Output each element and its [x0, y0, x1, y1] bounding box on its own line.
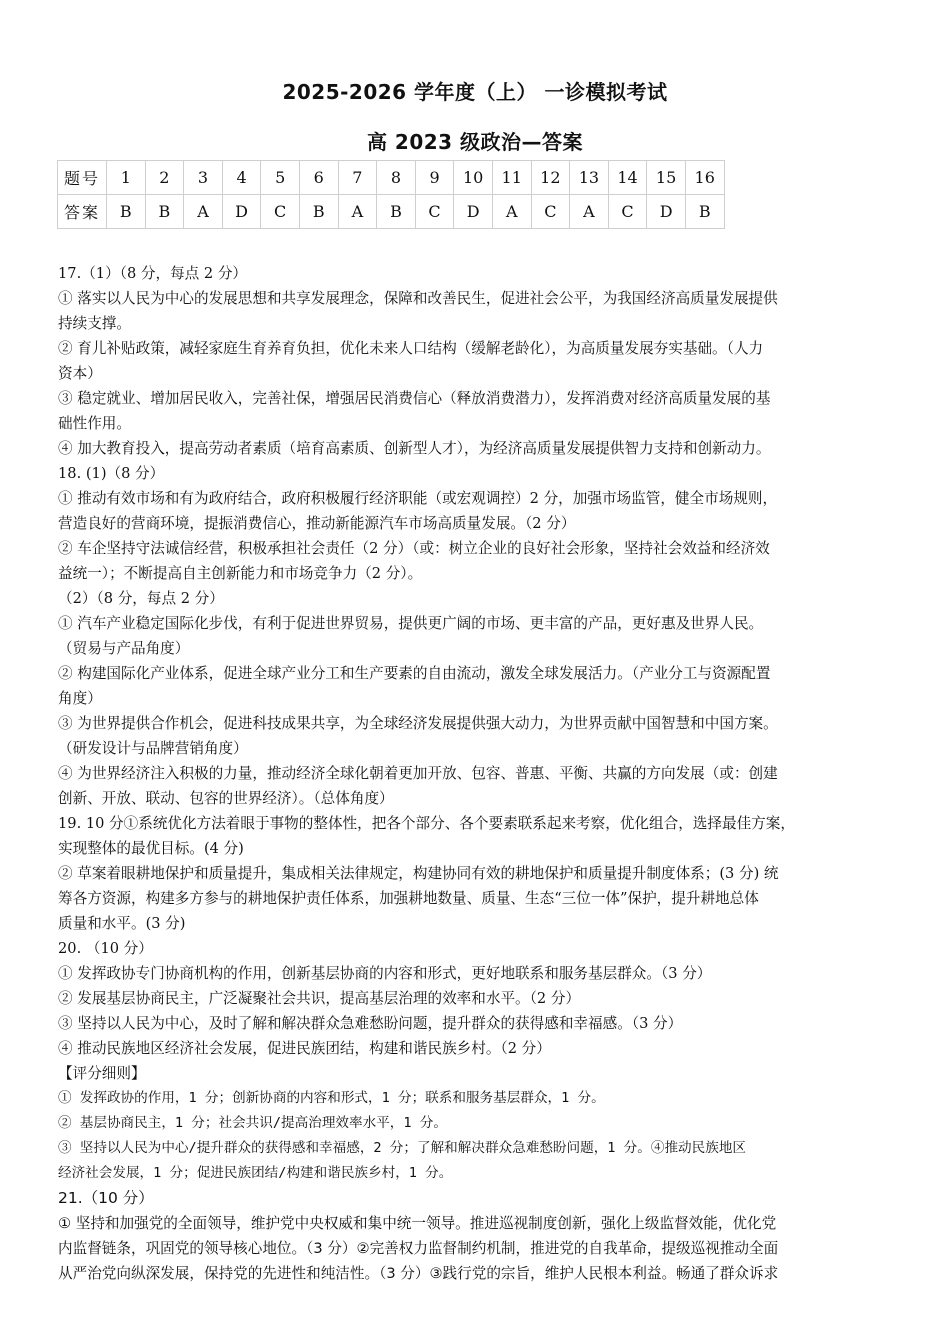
- answer-table: [57, 160, 725, 229]
- text-line: ① 推动有效市场和有为政府结合，政府积极履行经济职能（或宏观调控）2 分，加强市场监管，健全市场规则，: [58, 490, 778, 507]
- text-line: ① 坚持和加强党的全面领导，维护党中央权威和集中统一领导。推进巡视制度创新，强化上级监督效能，优化党: [58, 1215, 777, 1232]
- text-line: ④ 推动民族地区经济社会发展，促进民族团结，构建和谐民族乡村。（2 分）: [58, 1040, 551, 1057]
- text-line: 持续支撑。: [58, 315, 131, 332]
- answer-cell: C: [531, 195, 570, 229]
- answer-explanations: [58, 261, 908, 1286]
- text-line: ④ 为世界经济注入积极的力量，推动经济全球化朝着更加开放、包容、普惠、平衡、共赢的方向发展（或：创建: [58, 765, 778, 782]
- answer-cell: B: [685, 195, 724, 229]
- answer-cell: B: [107, 195, 146, 229]
- text-line: 内监督链条，巩固党的领导核心地位。（3 分）②完善权力监督制约机制，推进党的自我革命，提级巡视推动全面: [58, 1240, 779, 1257]
- answer-cell: B: [299, 195, 338, 229]
- question-number: 4: [222, 161, 261, 195]
- answer-cell: C: [608, 195, 647, 229]
- scoring-line: ① 发挥政协的作用，1 分；创新协商的内容和形式，1 分；联系和服务基层群众，1 分。: [58, 1090, 605, 1106]
- answer-cell: D: [222, 195, 261, 229]
- question-number: 16: [685, 161, 724, 195]
- question-number: 15: [647, 161, 686, 195]
- scoring-line: ② 基层协商民主，1 分；社会共识/提高治理效率水平，1 分。: [58, 1115, 447, 1131]
- answer-cell: A: [492, 195, 531, 229]
- text-line: ① 发挥政协专门协商机构的作用，创新基层协商的内容和形式，更好地联系和服务基层群众。（3 分）: [58, 965, 712, 982]
- text-line: ① 汽车产业稳定国际化步伐，有利于促进世界贸易，提供更广阔的市场、更丰富的产品，更好惠及世界人民。: [58, 615, 764, 632]
- text-line: 础性作用。: [58, 415, 131, 432]
- answer-cell: D: [647, 195, 686, 229]
- question-number: 11: [492, 161, 531, 195]
- question-number: 14: [608, 161, 647, 195]
- question-number: 10: [454, 161, 493, 195]
- q20-heading: 20. （10 分）: [58, 940, 153, 957]
- question-number: 7: [338, 161, 377, 195]
- q17-heading: 17.（1）（8 分，每点 2 分）: [58, 265, 248, 282]
- text-line: 实现整体的最优目标。(4 分): [58, 840, 244, 857]
- text-line: ③ 坚持以人民为中心，及时了解和解决群众急难愁盼问题，提升群众的获得感和幸福感。（3 分）: [58, 1015, 683, 1032]
- text-line: 角度）: [58, 690, 102, 707]
- scoring-rules-heading: 【评分细则】: [58, 1065, 146, 1082]
- answer-cell: B: [145, 195, 184, 229]
- text-line: 营造良好的营商环境，提振消费信心，推动新能源汽车市场高质量发展。（2 分）: [58, 515, 576, 532]
- text-line: ③ 为世界提供合作机会，促进科技成果共享，为全球经济发展提供强大动力，为世界贡献中国智慧和中国方案。: [58, 715, 778, 732]
- question-number: 1: [107, 161, 146, 195]
- text-line: ② 育儿补贴政策，减轻家庭生育养育负担，优化未来人口结构（缓解老龄化），为高质量发展夯实基础。（人力: [58, 340, 764, 357]
- text-line: ④ 加大教育投入，提高劳动者素质（培育高素质、创新型人才），为经济高质量发展提供智力支持和创新动力。: [58, 440, 771, 457]
- question-number: 12: [531, 161, 570, 195]
- q18-part2-heading: （2）（8 分，每点 2 分）: [58, 590, 224, 607]
- text-line: ② 构建国际化产业体系，促进全球产业分工和生产要素的自由流动，激发全球发展活力。（产业分工与资源配置: [58, 665, 771, 682]
- question-number: 8: [377, 161, 416, 195]
- question-number-row: [58, 161, 725, 195]
- text-line: 筹各方资源，构建多方参与的耕地保护责任体系，加强耕地数量、质量、生态“三位一体”保护，提升耕地总体: [58, 890, 759, 907]
- scoring-line: ③ 坚持以人民为中心/提升群众的获得感和幸福感，2 分；了解和解决群众急难愁盼问题，1 分。④推动民族地区: [58, 1140, 747, 1156]
- page-title: 2025-2026 学年度（上） 一诊模拟考试: [282, 80, 668, 104]
- answer-cell: D: [454, 195, 493, 229]
- text-line: 从严治党向纵深发展，保持党的先进性和纯洁性。（3 分）③践行党的宗旨，维护人民根本利益。畅通了群众诉求: [58, 1265, 779, 1282]
- scoring-line: 经济社会发展，1 分；促进民族团结/构建和谐民族乡村，1 分。: [58, 1165, 453, 1181]
- question-number: 13: [570, 161, 609, 195]
- text-line: 益统一）；不断提高自主创新能力和市场竞争力（2 分）。: [58, 565, 423, 582]
- answer-cell: B: [377, 195, 416, 229]
- text-line: ② 车企坚持守法诚信经营，积极承担社会责任（2 分）（或：树立企业的良好社会形象，坚持社会效益和经济效: [58, 540, 770, 557]
- text-line: 资本）: [58, 365, 102, 382]
- page-subtitle: 高 2023 级政治—答案: [366, 130, 584, 154]
- answer-cell: A: [338, 195, 377, 229]
- q21-heading: 21.（10 分）: [58, 1189, 154, 1207]
- q18-heading: 18. (1)（8 分）: [58, 465, 165, 482]
- text-line: ③ 稳定就业、增加居民收入，完善社保，增强居民消费信心（释放消费潜力），发挥消费对经济高质量发展的基: [58, 390, 771, 407]
- answer-cell: A: [570, 195, 609, 229]
- question-number: 2: [145, 161, 184, 195]
- text-line: ② 草案着眼耕地保护和质量提升，集成相关法律规定，构建协同有效的耕地保护和质量提升制度体系；(3 分) 统: [58, 865, 779, 882]
- text-line: （研发设计与品牌营销角度）: [58, 740, 248, 757]
- question-number: 3: [184, 161, 223, 195]
- q19-text: 19. 10 分①系统优化方法着眼于事物的整体性，把各个部分、各个要素联系起来考察，优化组合，选择最佳方案，: [58, 815, 795, 832]
- text-line: 创新、开放、联动、包容的世界经济）。（总体角度）: [58, 790, 394, 807]
- answer-row: [58, 195, 725, 229]
- answer-cell: C: [415, 195, 454, 229]
- text-line: 质量和水平。(3 分): [58, 915, 186, 932]
- text-line: ① 落实以人民为中心的发展思想和共享发展理念，保障和改善民生，促进社会公平，为我国经济高质量发展提供: [58, 290, 778, 307]
- question-number-header: 题号: [58, 161, 107, 195]
- text-line: （贸易与产品角度）: [58, 640, 190, 657]
- question-number: 6: [299, 161, 338, 195]
- answer-header: 答案: [58, 195, 107, 229]
- question-number: 5: [261, 161, 300, 195]
- question-number: 9: [415, 161, 454, 195]
- answer-cell: C: [261, 195, 300, 229]
- answer-cell: A: [184, 195, 223, 229]
- text-line: ② 发展基层协商民主，广泛凝聚社会共识，提高基层治理的效率和水平。（2 分）: [58, 990, 581, 1007]
